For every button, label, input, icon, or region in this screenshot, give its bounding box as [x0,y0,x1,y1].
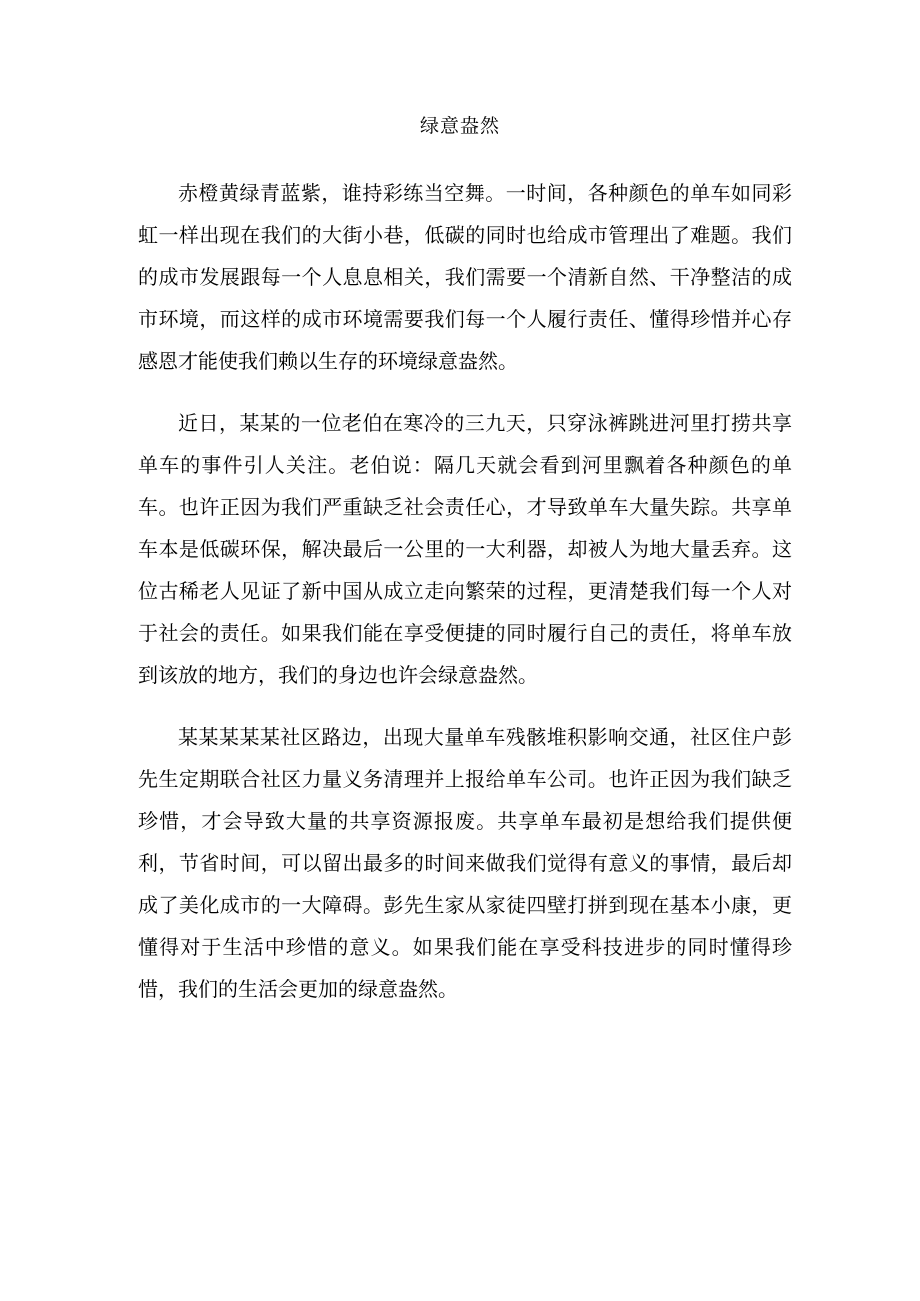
document-body [138,172,792,1030]
paragraph-2: 近日，某某的一位老伯在寒冷的三九天，只穿泳裤跳进河里打捞共享单车的事件引人关注。老伯说：隔几天就会看到河里飘着各种颜色的单车。也许正因为我们严重缺乏社会责任心，才导致单车大量失踪。共享单车本是低碳环保，解决最后一公里的一大利器，却被人为地大量丢弃。这位古稀老人见证了新中国从成立走向繁荣的过程，更清楚我们每一个人对于社会的责任。如果我们能在享受便捷的同时履行自己的责任，将单车放到该放的地方，我们的身边也许会绿意盎然。 [138,411,792,687]
paragraph-3: 某某某某某社区路边，出现大量单车残骸堆积影响交通，社区住户彭先生定期联合社区力量义务清理并上报给单车公司。也许正因为我们缺乏珍惜，才会导致大量的共享资源报废。共享单车最初是想给我们提供便利，节省时间，可以留出最多的时间来做我们觉得有意义的事情，最后却成了美化成市的一大障碍。彭先生家从家徒四壁打拼到现在基本小康，更懂得对于生活中珍惜的意义。如果我们能在享受科技进步的同时懂得珍惜，我们的生活会更加的绿意盎然。 [138,725,792,1001]
document-title: 绿意盎然 [419,115,500,137]
paragraph-1: 赤橙黄绿青蓝紫，谁持彩练当空舞。一时间，各种颜色的单车如同彩虹一样出现在我们的大街小巷，低碳的同时也给成市管理出了难题。我们的成市发展跟每一个人息息相关，我们需要一个清新自然、干净整洁的成市环境，而这样的成市环境需要我们每一个人履行责任、懂得珍惜并心存感恩才能使我们赖以生存的环境绿意盎然。 [138,181,792,373]
